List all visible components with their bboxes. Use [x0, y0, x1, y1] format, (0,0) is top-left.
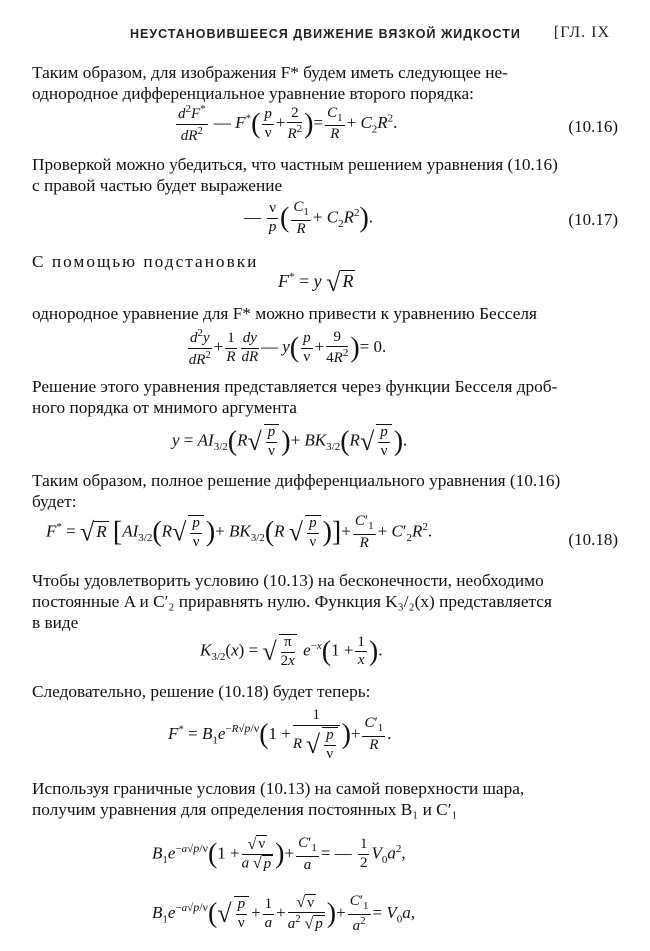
text-line: Используя граничные условия (10.13) на самой поверхности шара,	[32, 779, 525, 798]
equation-10-18: F* = √ R [$AI_{3/2}(R√$ $\frac{p}{\nu}$ )+ $BK_{3/2}(R$ √ $\frac{p}{\nu}$ )]+ $\frac{C'_1}{R}$ + $C'_2R^2$.	[46, 513, 433, 551]
text-line: Чтобы удовлетворить условию (10.13) на бесконечности, необходимо	[32, 571, 544, 590]
text-line: будет:	[32, 492, 77, 511]
equation-y-solution: $y = AI_{3/2}(R√$ $\frac{p}{\nu}$ )+ $BK_{3/2}(R√$ $\frac{p}{\nu}$ ).	[172, 424, 408, 459]
equation-boundary-1: $B_1e^{-a√p/\nu}(1$ + $\frac{√ \nu}{a √ p}$ )+ $\frac{C'_1}{a}$ = — $\frac{1}{2}$ $V_0a^2$,	[152, 835, 406, 873]
text-line: с правой частью будет выражение	[32, 176, 283, 195]
paragraph-8	[32, 681, 618, 702]
text-line: получим уравнения для определения постоянных B₁ и C′₁	[32, 800, 458, 819]
running-header	[130, 24, 610, 44]
equation-bessel: $\frac{d^2y}{dR^2}$ + $\frac{1}{R}$ $\frac{dy}{dR}$ — y( $\frac{p}{\nu}$ + $\frac{9}{4R^2}$ )= 0.	[188, 327, 387, 368]
equation-substitution: F* = y √ R	[278, 268, 354, 297]
equation-boundary-2: $B_1e^{-a√p/\nu}(√$ $\frac{p}{\nu}$ + $\frac{1}{a}$ + $\frac{√ \nu}{a^2 √ p}$ )+ $\frac{C'_1}{a^2}$ = $V_0a$,	[152, 893, 415, 934]
paragraph-5	[32, 376, 618, 418]
text-line: однородное дифференциальное уравнение второго порядка:	[32, 84, 474, 103]
equation-10-16: $\frac{d^2F^*}{dR^2}$ — F*( $\frac{p}{\nu}$ + $\frac{2}{R^2}$ )= $\frac{C_1}{R}$ + $C_2R^2$.	[178, 103, 398, 144]
text-line: Следовательно, решение (10.18) будет теперь:	[32, 682, 371, 701]
text-line: однородное уравнение для F* можно привести к уравнению Бесселя	[32, 304, 537, 323]
text-line: Таким образом, для изображения F* будем иметь следующее не-	[32, 63, 508, 82]
text-line: ного порядка от мнимого аргумента	[32, 398, 297, 417]
paragraph-2	[32, 154, 618, 196]
text-line: С помощью подстановки	[32, 252, 259, 271]
running-title: НЕУСТАНОВИВШЕЕСЯ ДВИЖЕНИЕ ВЯЗКОЙ ЖИДКОСТИ	[130, 27, 521, 41]
equation-k-function: $K_{3/2}(x)$ = √ $\frac{\pi}{2x}$ $e^{-x}(1$ + $\frac{1}{x}$ ).	[200, 633, 383, 669]
text-line: Решение этого уравнения представляется через функции Бесселя дроб-	[32, 377, 558, 396]
paragraph-9	[32, 778, 618, 820]
equation-10-17: — $\frac{\nu}{p}$ ( $\frac{C_1}{R}$ + $C_2R^2$).	[244, 199, 374, 237]
text-line: в виде	[32, 613, 79, 632]
paragraph-4	[32, 303, 618, 324]
chapter-label: [ГЛ. IX	[553, 24, 610, 41]
text-line: Проверкой можно убедиться, что частным решением уравнения (10.16)	[32, 155, 558, 174]
paragraph-3	[32, 251, 618, 272]
paragraph-1	[32, 62, 618, 104]
text-line: постоянные A и C′₂ приравнять нулю. Функция K₃/₂(x) представляется	[32, 592, 552, 611]
paragraph-7	[32, 570, 618, 633]
equation-number: (10.16)	[568, 117, 618, 136]
equation-number: (10.17)	[568, 210, 618, 229]
equation-number: (10.18)	[568, 530, 618, 549]
text-line: Таким образом, полное решение дифференциального уравнения (10.16)	[32, 471, 561, 490]
paragraph-6	[32, 470, 618, 512]
equation-f-b1: $F^* = B_1e^{-R√p/\nu}(1$ + 1 R √ $\frac{p}{\nu}$ )+ $\frac{C'_1}{R}$ .	[168, 707, 392, 762]
